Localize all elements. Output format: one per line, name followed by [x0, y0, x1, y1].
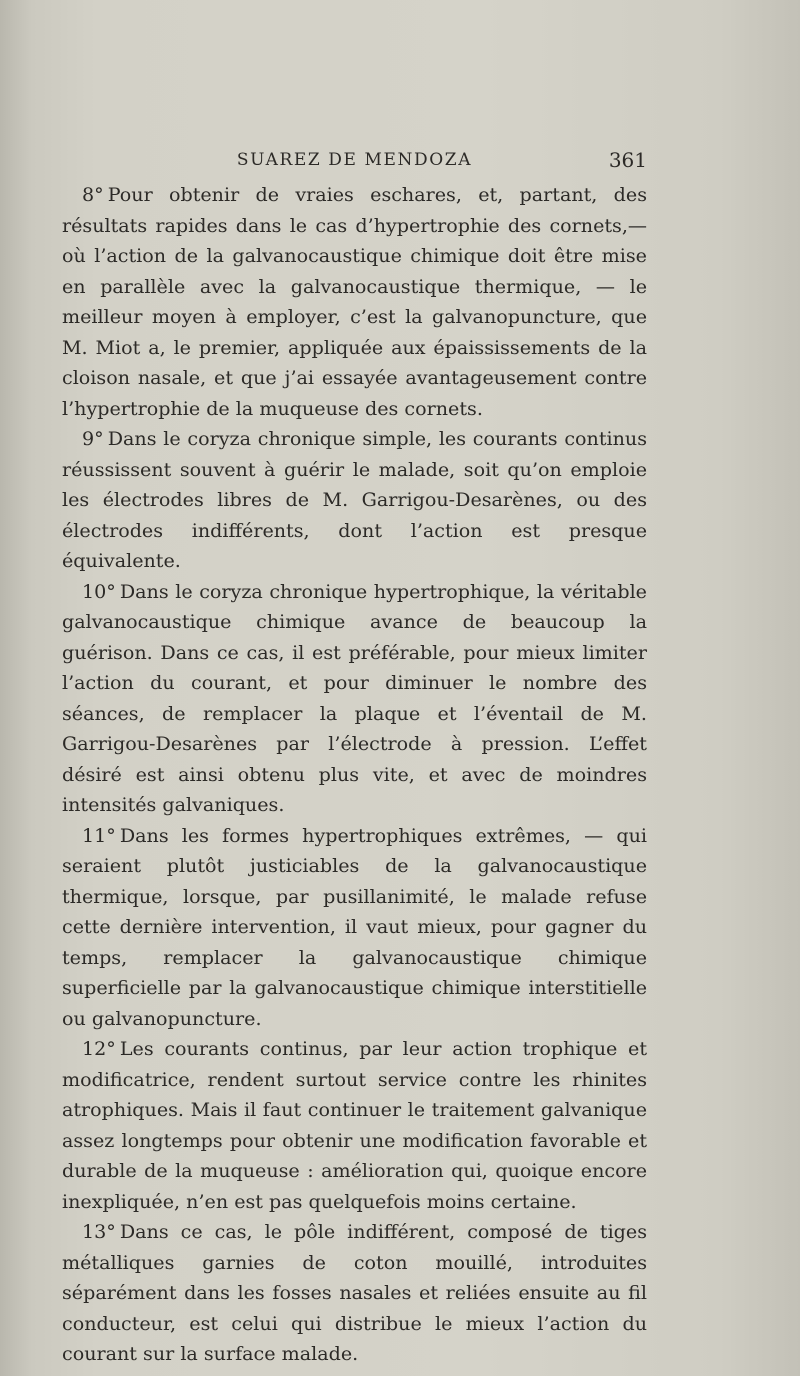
paragraph-numeral: 8°: [82, 183, 104, 206]
paragraph-text: Dans les formes hypertrophiques extrêmes, — qui seraient plutôt justiciables de la galvanocaustique thermique, lorsque, par pusillanimité, le malade refuse cette dernière intervention, il vaut mieux, pour gagner du temps, remplacer la galvanocaustique chimique superficielle par la galvanocaustique chimique interstitielle ou galvanopuncture.: [62, 823, 647, 1030]
page-number: 361: [608, 148, 647, 172]
paragraph-9: [62, 424, 647, 577]
paragraph-numeral: 10°: [82, 579, 116, 603]
body-text: [62, 180, 647, 1370]
paragraph-13: [62, 1217, 647, 1370]
running-title: SUAREZ DE MENDOZA: [236, 150, 473, 170]
paragraph-11: [62, 821, 647, 1035]
paragraph-numeral: 9°: [82, 427, 104, 450]
paragraph-numeral: 11°: [82, 823, 116, 847]
paragraph-text: Les courants continus, par leur action trophique et modificatrice, rendent surtout service contre les rhinites atrophiques. Mais il faut continuer le traitement galvanique assez longtemps pour obtenir une modification favorable et durable de la muqueuse : amélioration qui, quoique encore inexpliquée, n’en est pas quelquefois moins certaine.: [62, 1037, 647, 1213]
paragraph-numeral: 13°: [82, 1220, 116, 1243]
paragraph-numeral: 12°: [82, 1037, 116, 1060]
paragraph-text: Pour obtenir de vraies eschares, et, partant, des résultats rapides dans le cas d’hypertrophie des cornets,— où l’action de la galvanocaustique chimique doit être mise en parallèle avec la galvanocaustique thermique, — le meilleur moyen à employer, c’est la galvanopuncture, que M. Miot a, le premier, appliquée aux épaississements de la cloison nasale, et que j’ai essayée avantageusement contre l’hypertrophie de la muqueuse des cornets.: [62, 183, 647, 420]
paragraph-10: [62, 577, 647, 821]
paragraph-12: [62, 1034, 647, 1217]
paragraph-text: Dans le coryza chronique simple, les courants continus réussissent souvent à guérir le malade, soit qu’on emploie les électrodes libres de M. Garrigou-Desarènes, ou des électrodes indifférents, dont l’action est presque équivalente.: [62, 427, 647, 572]
running-head: [62, 148, 647, 176]
paragraph-text: Dans le coryza chronique hypertrophique, la véritable galvanocaustique chimique avance de beaucoup la guérison. Dans ce cas, il est préférable, pour mieux limiter l’action du courant, et pour diminuer le nombre des séances, de remplacer la plaque et l’éventail de M. Garrigou-Desarènes par l’électrode à pression. L’effet désiré est ainsi obtenu plus vite, et avec de moindres intensités galvaniques.: [62, 579, 647, 816]
paragraph-text: Dans ce cas, le pôle indifférent, composé de tiges métalliques garnies de coton mouillé, introduites séparément dans les fosses nasales et reliées ensuite au fil conducteur, est celui qui distribue le mieux l’action du courant sur la surface malade.: [62, 1220, 647, 1365]
paragraph-8: [62, 180, 647, 424]
